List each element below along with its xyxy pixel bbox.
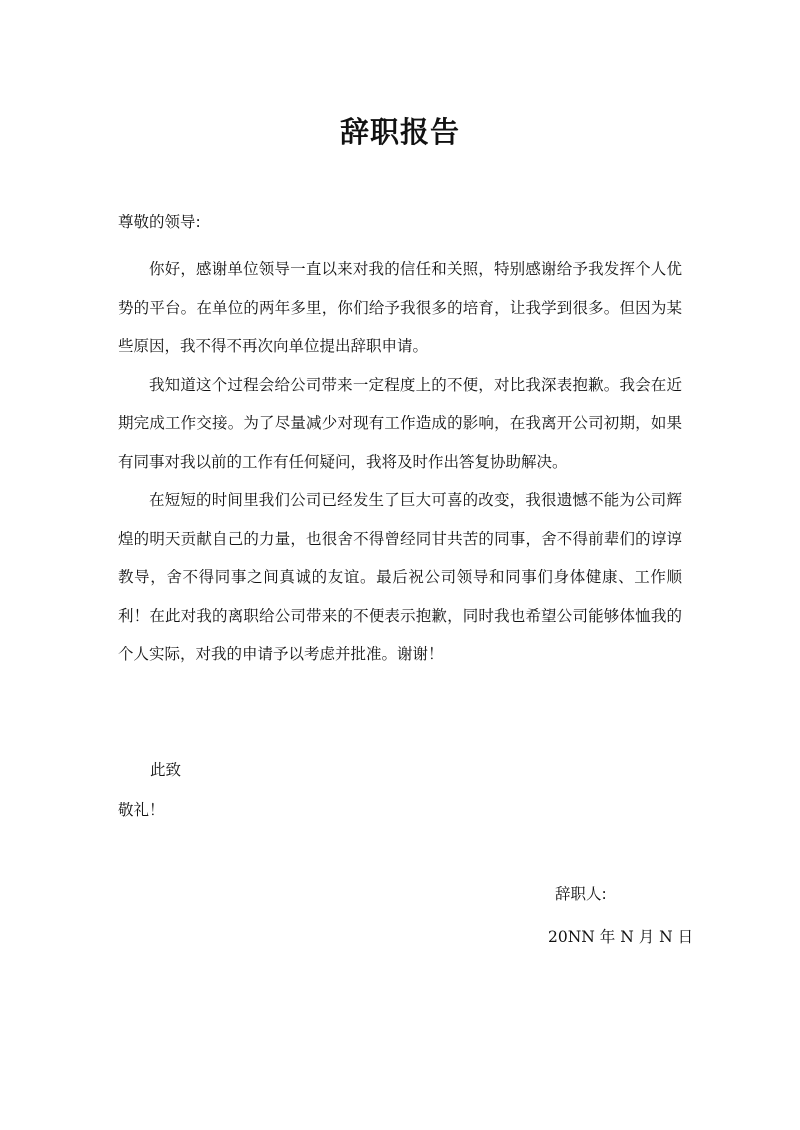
letter-body [118,250,682,674]
body-paragraph: 在短短的时间里我们公司已经发生了巨大可喜的改变，我很遗憾不能为公司辉煌的明天贡献自己的力量，也很舍不得曾经同甘共苦的同事，舍不得前辈们的谆谆教导，舍不得同事之间真诚的友谊。最后祝公司领导和同事们身体健康、工作顺利！在此对我的离职给公司带来的不便表示抱歉，同时我也希望公司能够体恤我的个人实际，对我的申请予以考虑并批准。谢谢！ [118,491,682,663]
closing-regards: 敬礼！ [118,801,165,819]
body-paragraph: 我知道这个过程会给公司带来一定程度上的不便，对比我深表抱歉。我会在近期完成工作交接。为了尽量减少对现有工作造成的影响，在我离开公司初期，如果有同事对我以前的工作有任何疑问，我将及时作出答复协助解决。 [118,375,682,471]
signer-label: 辞职人: [555,885,607,903]
salutation: 尊敬的领导: [118,213,201,231]
body-paragraph: 你好，感谢单位领导一直以来对我的信任和关照，特别感谢给予我发挥个人优势的平台。在单位的两年多里，你们给予我很多的培育，让我学到很多。但因为某些原因，我不得不再次向单位提出辞职申请。 [118,260,682,355]
closing-salute: 此致 [150,761,182,779]
document-title: 辞职报告 [339,115,460,149]
signature-date: 20NN 年 N 月 N 日 [548,928,694,946]
